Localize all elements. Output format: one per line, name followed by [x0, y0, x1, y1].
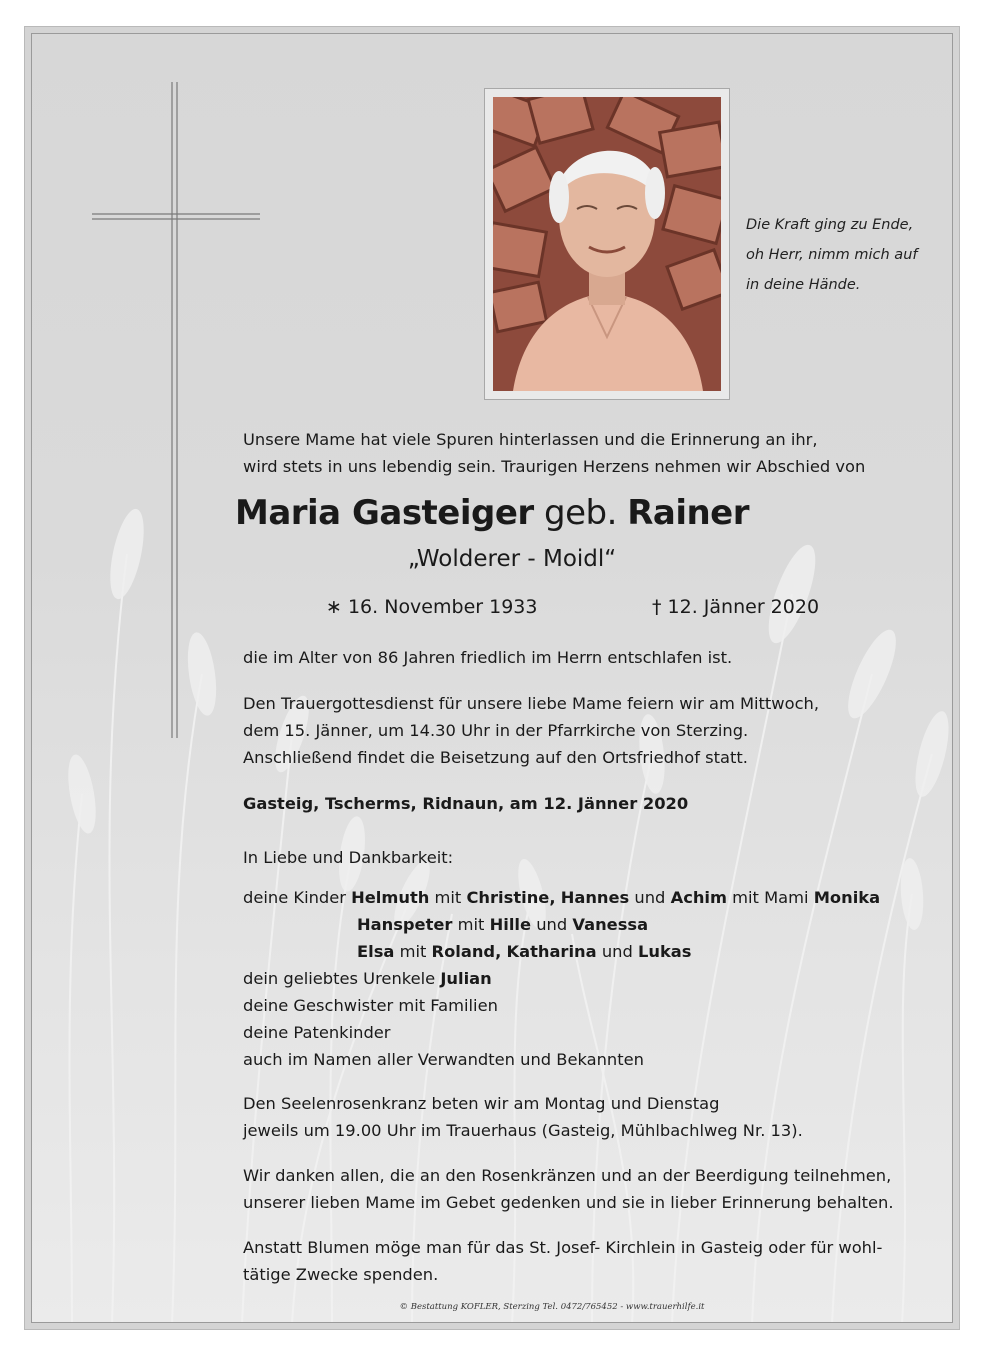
connector: mit Mami	[732, 888, 809, 907]
death-date	[652, 592, 819, 622]
spouse-name: Hille	[489, 915, 532, 934]
birth-symbol-icon: ∗	[326, 596, 342, 618]
family-kids-line-1	[243, 884, 880, 911]
connector: mit	[457, 915, 485, 934]
born-abbreviation: geb.	[544, 493, 617, 533]
family-kids-line-3	[357, 938, 691, 965]
thanks-line-2: unserer lieben Mame im Gebet gedenken und sie in lieber Erinnerung behalten.	[243, 1193, 894, 1212]
service-line-3: Anschließend findet die Beisetzung auf den Ortsfriedhof statt.	[243, 748, 748, 767]
family-kids-line-2	[357, 911, 648, 938]
deceased-name	[32, 492, 952, 534]
child-name: Elsa	[357, 942, 395, 961]
gratitude-line: In Liebe und Dankbarkeit:	[243, 848, 454, 867]
inner-frame	[31, 33, 953, 1323]
great-grandchild-prefix: dein geliebtes Urenkele	[243, 969, 436, 988]
connector: und	[601, 942, 633, 961]
child-name: Helmuth	[351, 888, 430, 907]
thanks-line-1: Wir danken allen, die an den Rosenkränzen und an der Beerdigung teilnehmen,	[243, 1166, 892, 1185]
family-godchildren-line: deine Patenkinder	[243, 1023, 391, 1042]
motto-text	[746, 210, 946, 300]
child-name: Hannes	[560, 888, 630, 907]
spouse-name: Christine,	[466, 888, 556, 907]
donation-line-2: tätige Zwecke spenden.	[243, 1265, 439, 1284]
age-line: die im Alter von 86 Jahren friedlich im Herrn entschlafen ist.	[243, 648, 733, 667]
deceased-first-last-name: Maria Gasteiger	[234, 493, 534, 533]
spouse-name: Roland,	[431, 942, 502, 961]
grandchild-name: Vanessa	[572, 915, 649, 934]
service-line-1: Den Trauergottesdienst für unsere liebe Mame feiern wir am Mittwoch,	[243, 694, 820, 713]
motto-line: in deine Hände.	[746, 277, 861, 293]
connector: mit	[434, 888, 462, 907]
spouse-name: Monika	[813, 888, 881, 907]
connector: und	[536, 915, 568, 934]
rosary-line-1: Den Seelenrosenkranz beten wir am Montag und Dienstag	[243, 1094, 720, 1113]
child-name: Achim	[670, 888, 727, 907]
motto-line: oh Herr, nimm mich auf	[746, 247, 918, 263]
family-relatives-line: auch im Namen aller Verwandten und Bekannten	[243, 1050, 644, 1069]
birth-date	[326, 592, 537, 622]
donation-line-1: Anstatt Blumen möge man für das St. Josef- Kirchlein in Gasteig oder für wohl-	[243, 1238, 883, 1257]
death-cross-icon: †	[652, 596, 662, 618]
grandchild-name: Lukas	[637, 942, 692, 961]
maiden-name: Rainer	[627, 493, 750, 533]
connector: und	[634, 888, 666, 907]
connector: mit	[399, 942, 427, 961]
intro-line-2: wird stets in uns lebendig sein. Traurigen Herzens nehmen wir Abschied von	[243, 457, 866, 476]
child-name: Hanspeter	[357, 915, 453, 934]
birth-date-text: 16. November 1933	[347, 596, 538, 618]
rosary-line-2: jeweils um 19.00 Uhr im Trauerhaus (Gasteig, Mühlbachlweg Nr. 13).	[243, 1121, 803, 1140]
family-siblings-line: deine Geschwister mit Familien	[243, 996, 498, 1015]
deceased-nickname: „Wolderer - Moidl“	[407, 546, 617, 572]
kids-prefix: deine Kinder	[243, 888, 346, 907]
intro-line-1: Unsere Mame hat viele Spuren hinterlassen und die Erinnerung an ihr,	[243, 430, 818, 449]
death-date-text: 12. Jänner 2020	[667, 596, 820, 618]
portrait-photo	[493, 97, 721, 391]
cross-icon	[92, 82, 260, 738]
family-great-grandchild-line	[243, 965, 492, 992]
service-line-2: dem 15. Jänner, um 14.30 Uhr in der Pfarrkirche von Sterzing.	[243, 721, 749, 740]
great-grandchild-name: Julian	[440, 969, 492, 988]
portrait-frame	[484, 88, 730, 400]
grandchild-name: Katharina	[506, 942, 597, 961]
outer-frame	[24, 26, 960, 1330]
place-date: Gasteig, Tscherms, Ridnaun, am 12. Jänner 2020	[243, 794, 689, 813]
funeral-home-footer: © Bestattung KOFLER, Sterzing Tel. 0472/765452 - www.trauerhilfe.it	[399, 1302, 705, 1312]
motto-line: Die Kraft ging zu Ende,	[746, 217, 914, 233]
